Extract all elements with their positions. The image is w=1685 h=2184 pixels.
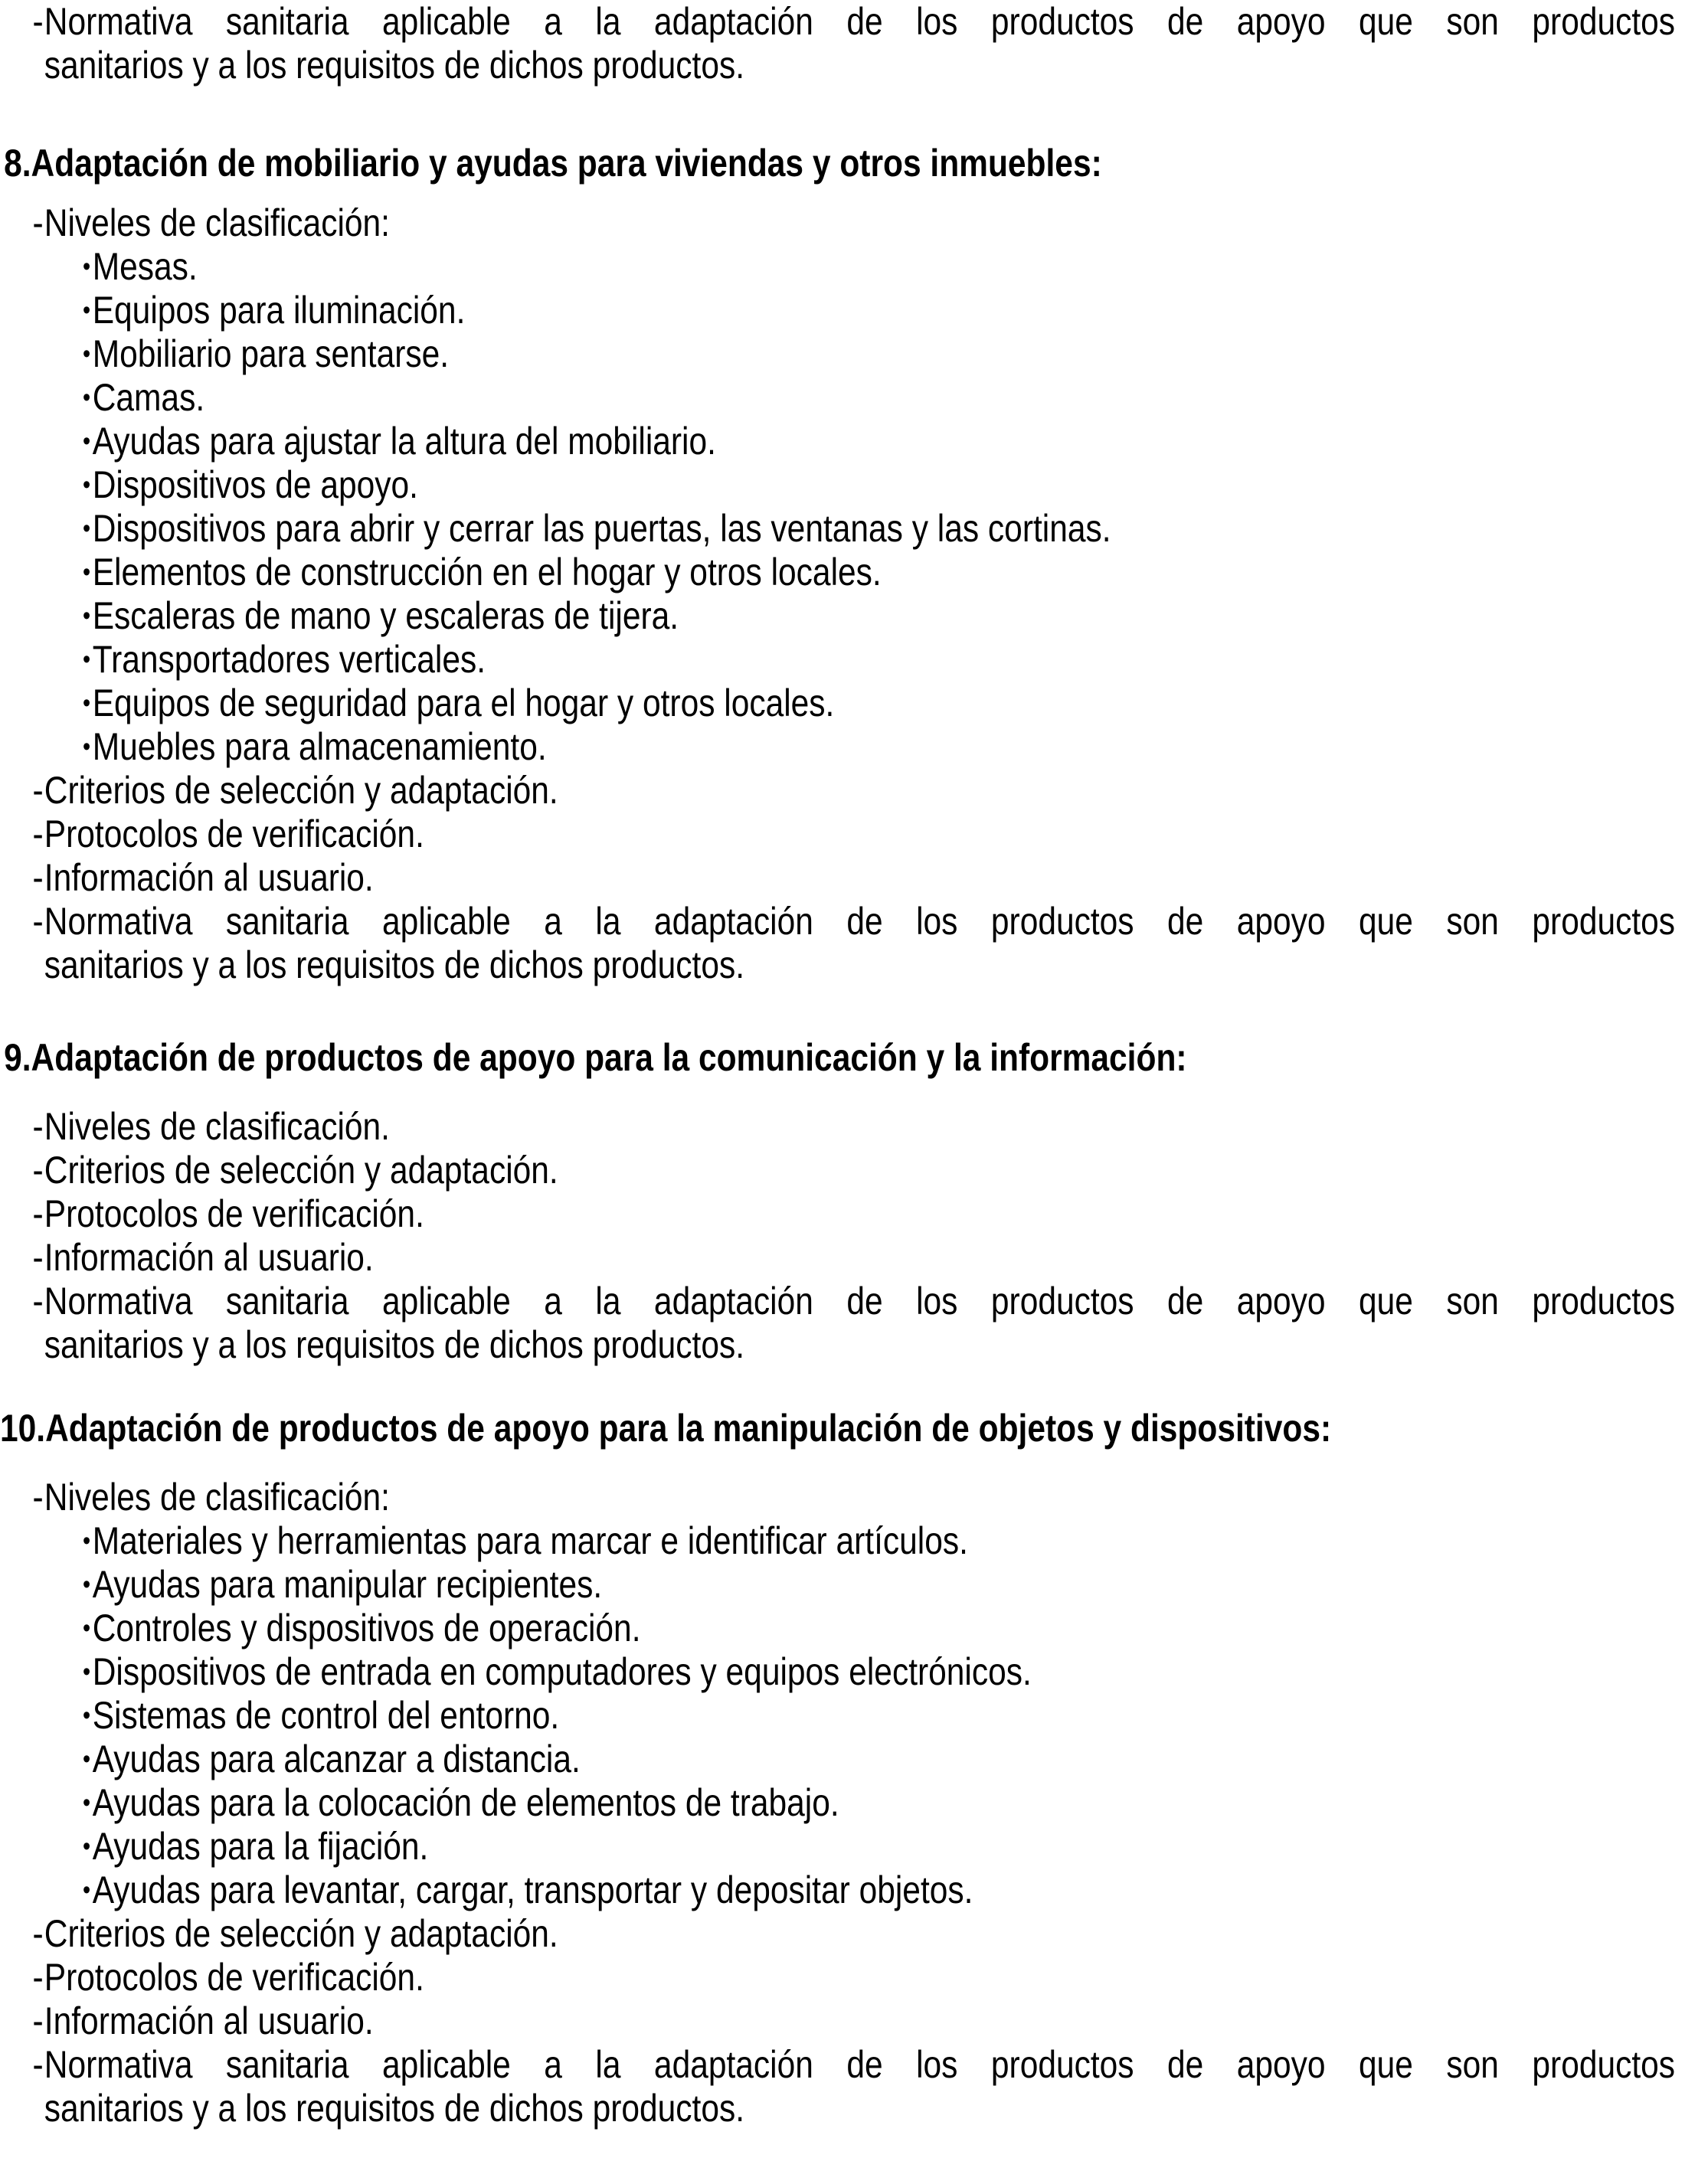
item-text-line: Normativa sanitaria aplicable a la adaptación de los productos de apoyo que son productos <box>44 1280 1676 1322</box>
list-item <box>33 201 1676 245</box>
dash-marker: - <box>32 1999 44 2042</box>
item-text: Sistemas de control del entorno. <box>92 1694 560 1737</box>
list-item <box>33 1236 1676 1280</box>
list-item <box>33 812 1676 856</box>
item-text: Muebles para almacenamiento. <box>92 725 547 768</box>
item-text: Camas. <box>92 376 205 419</box>
item-text: Dispositivos de apoyo. <box>92 463 418 506</box>
item-text <box>44 2043 1675 2130</box>
item-text: Mobiliario para sentarse. <box>92 332 450 375</box>
item-text: Escaleras de mano y escaleras de tijera. <box>92 594 679 637</box>
item-text: Ayudas para manipular recipientes. <box>92 1563 603 1606</box>
list-item <box>33 856 1676 900</box>
item-text: Información al usuario. <box>44 1236 374 1279</box>
bullet-list-item <box>83 332 1675 376</box>
item-text-line: sanitarios y a los requisitos de dichos productos. <box>44 2087 745 2130</box>
dash-marker: - <box>32 1236 44 1279</box>
bullet-icon: • <box>82 296 91 325</box>
list-item <box>33 1280 1676 1367</box>
bullet-list-item <box>83 1738 1675 1781</box>
bullet-icon: • <box>82 1875 91 1904</box>
bullet-icon: • <box>82 601 91 630</box>
bullet-list-item <box>83 1607 1675 1650</box>
bullet-icon: • <box>82 1657 91 1686</box>
item-text <box>44 1280 1675 1367</box>
dash-marker: - <box>32 900 44 943</box>
section-number: 8. <box>4 142 31 185</box>
item-text: Materiales y herramientas para marcar e identificar artículos. <box>92 1519 968 1562</box>
bullet-list-item <box>83 245 1675 289</box>
bullet-icon: • <box>82 470 91 499</box>
list-item <box>33 1476 1676 1519</box>
item-text: Elementos de construcción en el hogar y otros locales. <box>92 551 882 593</box>
dash-marker: - <box>32 1192 44 1235</box>
item-text: Ayudas para ajustar la altura del mobiliario. <box>92 420 716 463</box>
dash-marker: - <box>32 812 44 855</box>
dash-marker: - <box>32 1956 44 1999</box>
dash-marker: - <box>32 2043 44 2086</box>
bullet-list-item <box>83 1519 1675 1563</box>
bullet-list-item <box>83 1781 1675 1825</box>
section-heading <box>0 1407 1685 1450</box>
item-text: Niveles de clasificación: <box>44 1476 390 1519</box>
bullet-icon: • <box>82 339 91 368</box>
item-text-line: sanitarios y a los requisitos de dichos productos. <box>44 44 745 87</box>
bullet-list-item <box>83 463 1675 507</box>
bullet-list-item <box>83 420 1675 463</box>
bullet-icon: • <box>82 645 91 674</box>
list-item <box>33 1999 1676 2043</box>
dash-marker: - <box>32 1149 44 1192</box>
item-text <box>44 900 1675 987</box>
bullet-icon: • <box>82 732 91 761</box>
bullet-list-item <box>83 725 1675 769</box>
bullet-icon: • <box>82 1570 91 1599</box>
item-text: Protocolos de verificación. <box>44 812 424 855</box>
item-text: Niveles de clasificación: <box>44 201 390 244</box>
list-item <box>33 1149 1676 1192</box>
sections <box>0 142 1685 2130</box>
list-item <box>33 769 1676 812</box>
bullet-list-item <box>83 551 1675 594</box>
section-number: 10. <box>0 1407 46 1450</box>
bullet-icon: • <box>82 688 91 718</box>
bullet-icon: • <box>82 557 91 587</box>
section-title: Adaptación de productos de apoyo para la manipulación de objetos y dispositivos: <box>45 1407 1332 1450</box>
item-text: Protocolos de verificación. <box>44 1956 424 1999</box>
item-text: Niveles de clasificación. <box>44 1105 390 1148</box>
item-text: Criterios de selección y adaptación. <box>44 769 558 812</box>
bullet-list-item <box>83 1694 1675 1738</box>
dash-marker: - <box>32 0 44 43</box>
item-text: Ayudas para levantar, cargar, transportar y depositar objetos. <box>92 1868 973 1911</box>
list-item <box>33 1192 1676 1236</box>
item-text: Mesas. <box>92 245 198 288</box>
list-item <box>33 900 1676 987</box>
bullet-icon: • <box>82 514 91 543</box>
bullet-list-item <box>83 594 1675 638</box>
bullet-list-item <box>83 376 1675 420</box>
bullet-icon: • <box>82 1613 91 1643</box>
bullet-list-item <box>83 507 1675 551</box>
item-text: Equipos para iluminación. <box>92 289 466 332</box>
section-title: Adaptación de productos de apoyo para la comunicación y la información: <box>31 1036 1187 1079</box>
item-text: Ayudas para la colocación de elementos de trabajo. <box>92 1781 839 1824</box>
item-text: Equipos de seguridad para el hogar y otros locales. <box>92 682 835 724</box>
item-text: Ayudas para la fijación. <box>92 1825 429 1868</box>
bullet-list-item <box>83 1563 1675 1607</box>
dash-marker: - <box>32 769 44 812</box>
bullet-icon: • <box>82 252 91 281</box>
bullet-list-item <box>83 289 1675 332</box>
section-title: Adaptación de mobiliario y ayudas para viviendas y otros inmuebles: <box>31 142 1102 185</box>
item-text: Controles y dispositivos de operación. <box>92 1607 641 1649</box>
bullet-list-item <box>83 638 1675 682</box>
item-text-line: sanitarios y a los requisitos de dichos productos. <box>44 943 745 986</box>
item-text: Transportadores verticales. <box>92 638 486 681</box>
item-text: Dispositivos para abrir y cerrar las puertas, las ventanas y las cortinas. <box>92 507 1111 550</box>
list-item <box>33 1912 1676 1956</box>
bullet-icon: • <box>82 383 91 412</box>
bullet-icon: • <box>82 427 91 456</box>
list-item <box>33 1956 1676 1999</box>
dash-marker: - <box>32 1912 44 1955</box>
list-item <box>33 2043 1676 2130</box>
item-text-line: Normativa sanitaria aplicable a la adaptación de los productos de apoyo que son productos <box>44 0 1676 43</box>
list-item <box>33 0 1676 87</box>
item-text: Dispositivos de entrada en computadores y equipos electrónicos. <box>92 1650 1032 1693</box>
item-text <box>44 0 1675 87</box>
item-text: Ayudas para alcanzar a distancia. <box>92 1738 581 1780</box>
bullet-icon: • <box>82 1526 91 1555</box>
bullet-icon: • <box>82 1788 91 1817</box>
item-text: Criterios de selección y adaptación. <box>44 1912 558 1955</box>
bullet-icon: • <box>82 1701 91 1730</box>
bullet-icon: • <box>82 1832 91 1861</box>
bullet-icon: • <box>82 1744 91 1774</box>
dash-marker: - <box>32 856 44 899</box>
item-text: Información al usuario. <box>44 856 374 899</box>
dash-marker: - <box>32 201 44 244</box>
list-item <box>33 1105 1676 1149</box>
item-text-line: Normativa sanitaria aplicable a la adaptación de los productos de apoyo que son productos <box>44 900 1676 943</box>
item-text: Criterios de selección y adaptación. <box>44 1149 558 1192</box>
bullet-list-item <box>83 1825 1675 1868</box>
item-text: Protocolos de verificación. <box>44 1192 424 1235</box>
item-text-line: Normativa sanitaria aplicable a la adaptación de los productos de apoyo que son productos <box>44 2043 1676 2086</box>
dash-marker: - <box>32 1105 44 1148</box>
bullet-list-item <box>83 682 1675 725</box>
bullet-list-item <box>83 1650 1675 1694</box>
dash-marker: - <box>32 1476 44 1519</box>
section-number: 9. <box>4 1036 31 1079</box>
item-text-line: sanitarios y a los requisitos de dichos productos. <box>44 1323 745 1366</box>
bullet-list-item <box>83 1868 1675 1912</box>
section-heading <box>0 1036 1685 1080</box>
dash-marker: - <box>32 1280 44 1322</box>
section-heading <box>0 142 1685 185</box>
item-text: Información al usuario. <box>44 1999 374 2042</box>
